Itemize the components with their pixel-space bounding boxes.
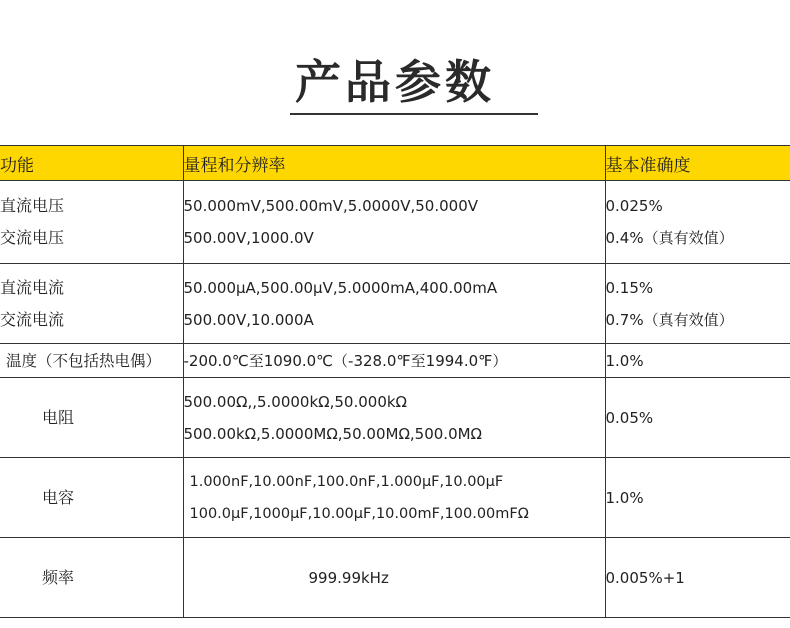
table-row <box>0 378 790 458</box>
accuracy-value: 0.4%（真有效值） <box>605 229 734 247</box>
function-cell <box>0 344 183 378</box>
range-value: 500.00Ω,,5.0000kΩ,50.000kΩ <box>183 392 408 411</box>
function-label: 直流电流 <box>0 277 65 297</box>
table-row <box>0 264 790 344</box>
accuracy-value: 0.05% <box>605 408 654 427</box>
accuracy-value: 0.15% <box>605 278 654 297</box>
accuracy-value: 0.025% <box>605 197 663 215</box>
function-label: 交流电流 <box>0 309 65 329</box>
function-cell <box>0 181 183 264</box>
table-header-row <box>0 146 790 181</box>
accuracy-value: 1.0% <box>605 351 644 370</box>
range-cell <box>183 344 605 378</box>
function-label: 电阻 <box>42 407 75 427</box>
spec-table <box>0 145 790 618</box>
function-cell <box>0 458 183 538</box>
function-label: 交流电压 <box>0 228 65 247</box>
header-range: 量程和分辨率 <box>183 146 605 181</box>
function-cell <box>0 538 183 618</box>
range-cell <box>183 458 605 538</box>
accuracy-cell <box>605 378 790 458</box>
range-value: 999.99kHz <box>308 568 389 587</box>
range-value: 500.00V,10.000A <box>183 310 314 329</box>
accuracy-cell <box>605 458 790 538</box>
accuracy-cell <box>605 538 790 618</box>
accuracy-value: 1.0% <box>605 488 644 507</box>
range-value: 100.0μF,1000μF,10.00μF,10.00mF,100.00mFΩ <box>189 505 529 522</box>
page-title: 产品参数 <box>295 55 495 109</box>
range-value: 50.000μA,500.00μV,5.0000mA,400.00mA <box>183 278 498 297</box>
range-cell <box>183 264 605 344</box>
accuracy-value: 0.7%（真有效值） <box>605 310 734 329</box>
table-row <box>0 458 790 538</box>
header-function: 功能 <box>0 146 183 181</box>
table-row <box>0 538 790 618</box>
range-cell <box>183 378 605 458</box>
function-label: 频率 <box>42 567 75 587</box>
header-accuracy: 基本准确度 <box>605 146 790 181</box>
function-cell <box>0 264 183 344</box>
function-label: 温度（不包括热电偶） <box>6 351 162 370</box>
table-row <box>0 181 790 264</box>
range-value: 50.000mV,500.00mV,5.0000V,50.000V <box>183 197 479 215</box>
range-cell <box>183 538 605 618</box>
accuracy-cell <box>605 264 790 344</box>
range-cell <box>183 181 605 264</box>
function-label: 直流电压 <box>0 196 65 215</box>
function-label: 电容 <box>42 487 75 507</box>
table-row <box>0 344 790 378</box>
accuracy-cell <box>605 181 790 264</box>
range-value: 500.00V,1000.0V <box>183 229 314 247</box>
range-value: -200.0℃至1090.0℃（-328.0℉至1994.0℉） <box>183 351 508 370</box>
accuracy-value: 0.005%+1 <box>605 568 685 587</box>
accuracy-cell <box>605 344 790 378</box>
function-cell <box>0 378 183 458</box>
range-value: 500.00kΩ,5.0000MΩ,50.00MΩ,500.0MΩ <box>183 424 483 443</box>
title-underline <box>290 113 538 115</box>
range-value: 1.000nF,10.00nF,100.0nF,1.000μF,10.00μF <box>189 473 504 490</box>
